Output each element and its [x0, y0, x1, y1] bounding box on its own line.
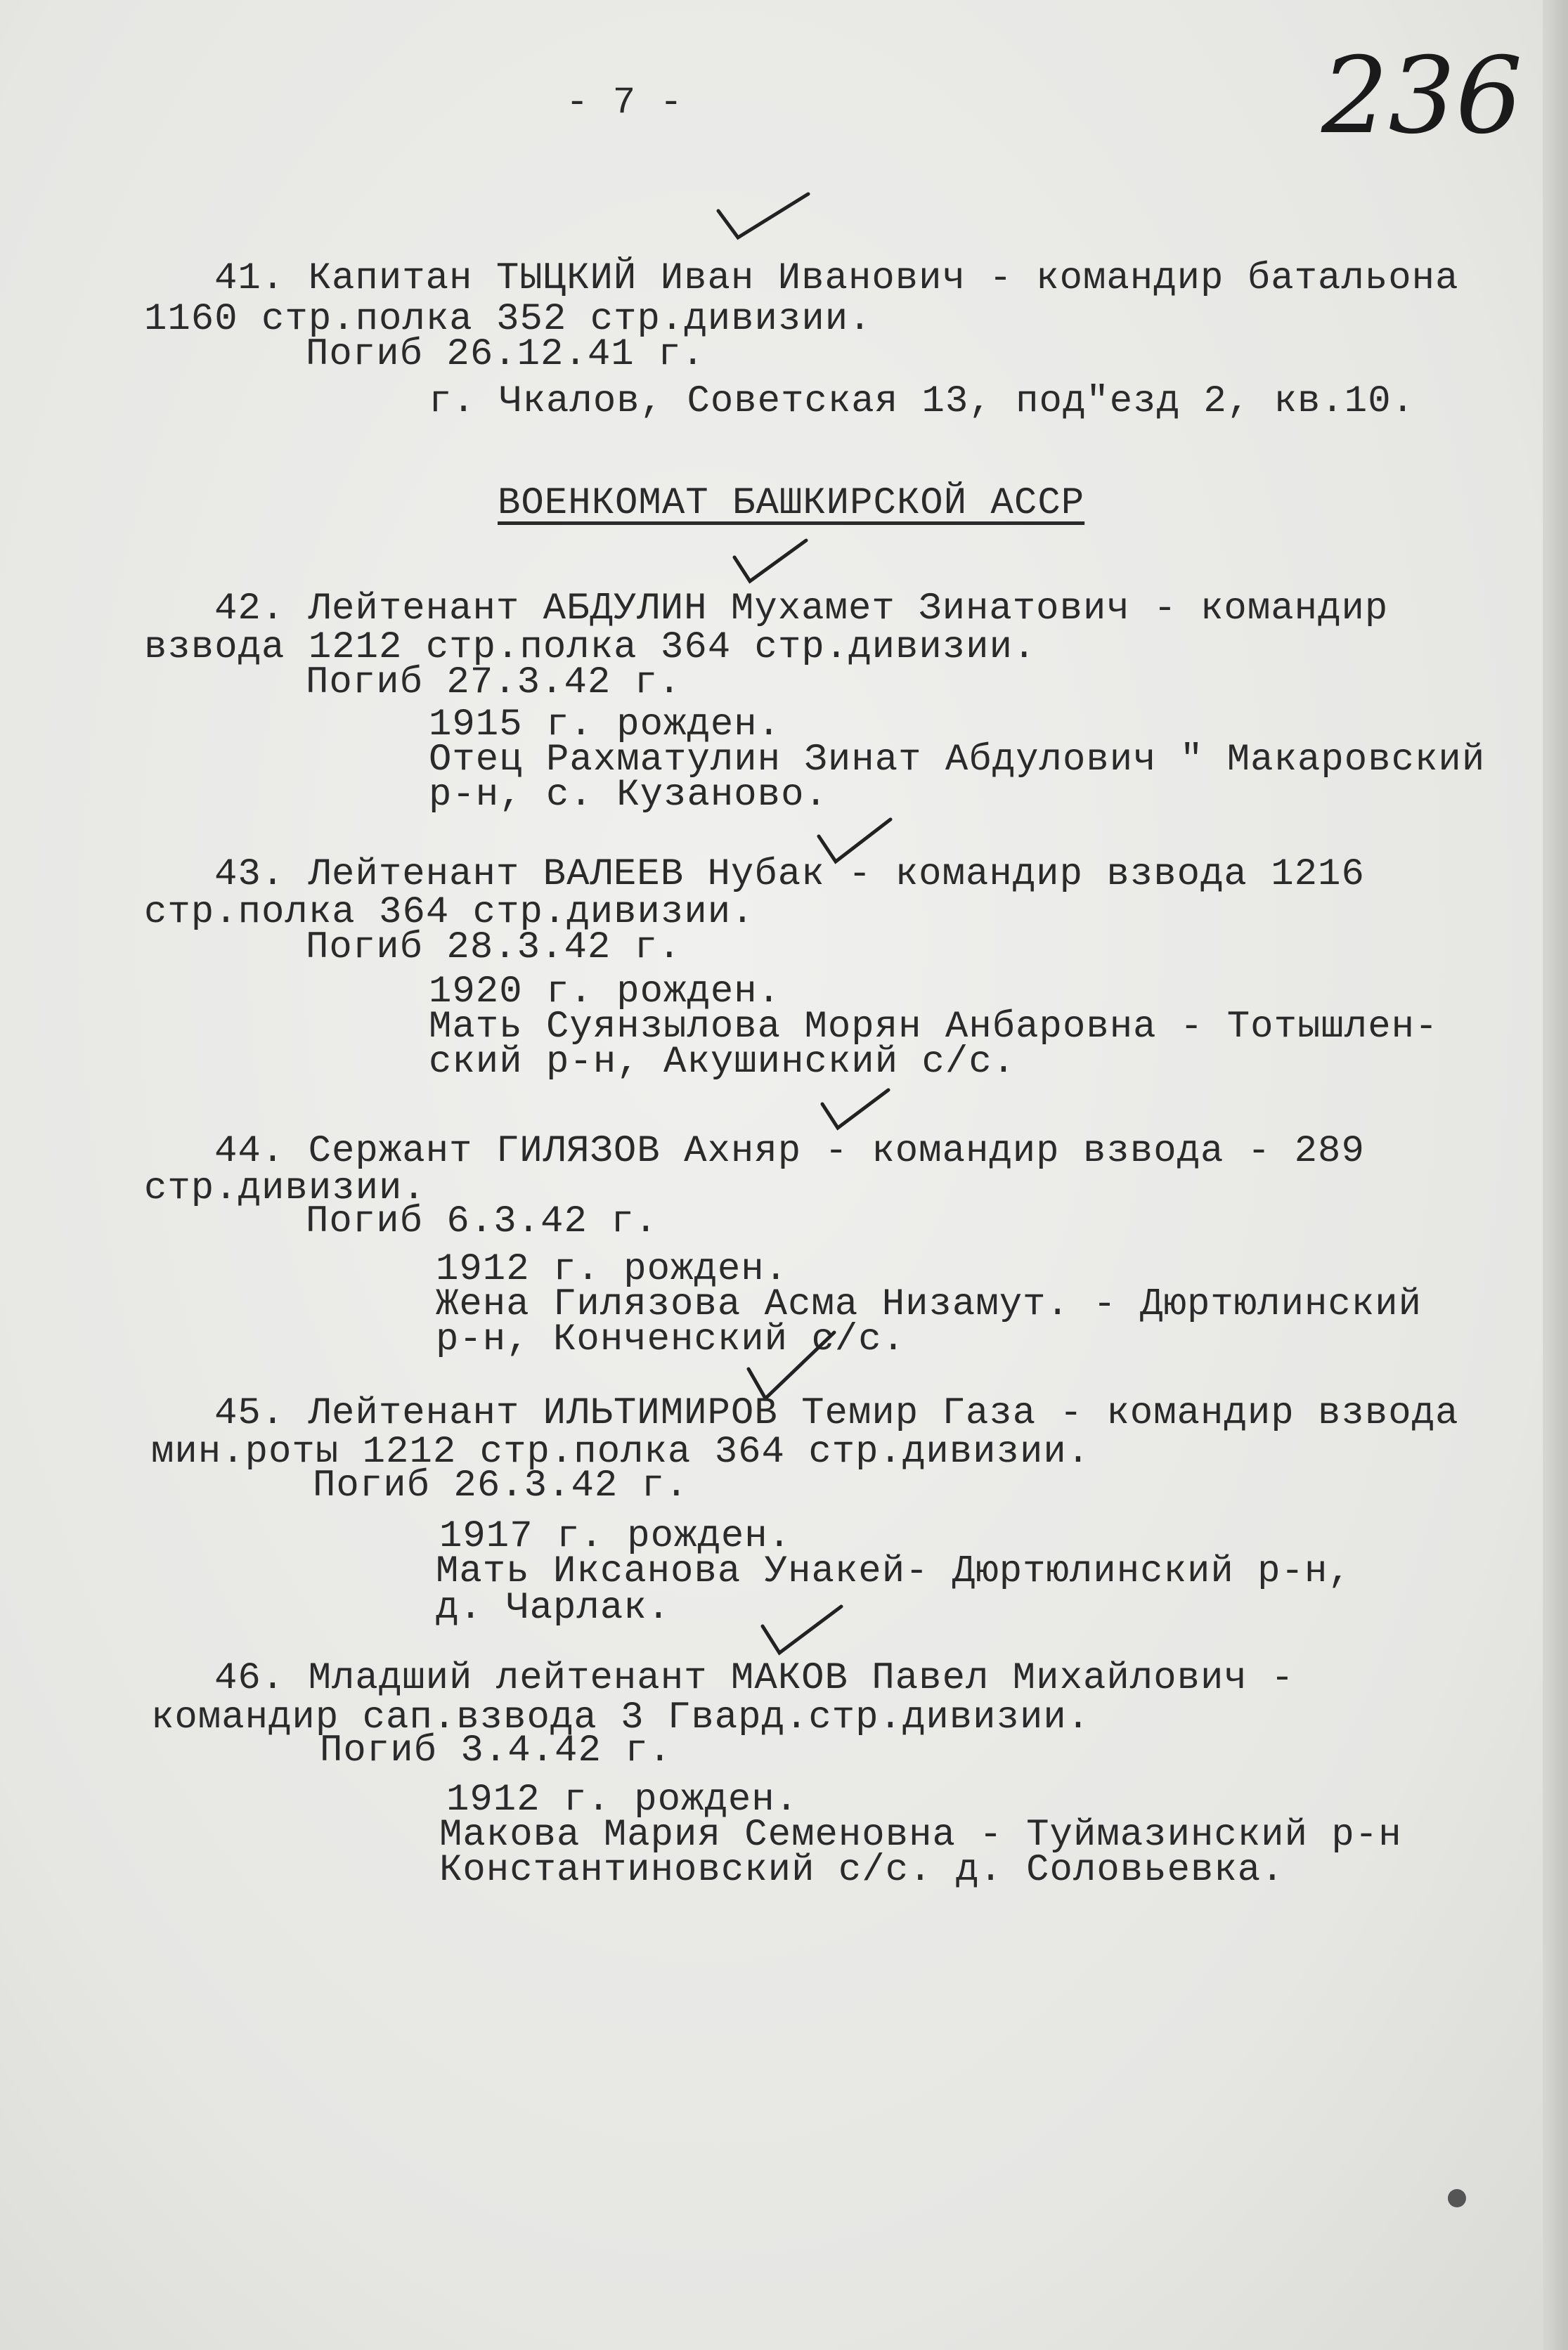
- entry-46-died: Погиб 3.4.42 г.: [320, 1729, 673, 1772]
- entry-43-born: 1920 г. рожден.: [429, 970, 782, 1013]
- entry-43-died: Погиб 28.3.42 г.: [306, 926, 682, 969]
- section-heading: ВОЕНКОМАТ БАШКИРСКОЙ АССР: [498, 482, 1085, 525]
- entry-44-line2: стр.дивизии.: [144, 1167, 426, 1210]
- check-mark-icon: [710, 190, 815, 246]
- entry-45-died: Погиб 26.3.42 г.: [313, 1465, 689, 1507]
- entry-45-place: д. Чарлак.: [436, 1587, 671, 1630]
- entry-44-died: Погиб 6.3.42 г.: [306, 1200, 659, 1243]
- entry-41-died: Погиб 26.12.41 г.: [306, 333, 705, 376]
- entry-41-address: г. Чкалов, Советская 13, под"езд 2, кв.10.: [429, 380, 1415, 423]
- punch-hole: [1448, 2189, 1466, 2207]
- entry-46-line1: 46. Младший лейтенант МАКОВ Павел Михайлович -: [214, 1657, 1295, 1700]
- check-mark-icon: [815, 1086, 893, 1135]
- entry-42-line1: 42. Лейтенант АБДУЛИН Мухамет Зинатович - командир: [214, 588, 1389, 630]
- entry-44-relative: Жена Гилязова Асма Низамут. - Дюртюлинский: [436, 1283, 1423, 1326]
- page-number: - 7 -: [566, 82, 684, 124]
- entry-41-line1: 41. Капитан ТЫЦКИЙ Иван Иванович - командир батальона: [214, 257, 1459, 300]
- entry-46-born: 1912 г. рожден.: [446, 1779, 799, 1822]
- entry-43-place: ский р-н, Акушинский с/с.: [429, 1041, 1016, 1084]
- page-edge: [1543, 0, 1568, 2350]
- entry-42-died: Погиб 27.3.42 г.: [306, 661, 682, 704]
- check-mark-icon: [727, 538, 812, 587]
- entry-42-place: р-н, с. Кузаново.: [429, 774, 828, 817]
- entry-42-relative: Отец Рахматулин Зинат Абдулович " Макаровский: [429, 739, 1486, 781]
- archive-number: 236: [1321, 35, 1523, 157]
- entry-42-born: 1915 г. рожден.: [429, 703, 782, 746]
- entry-41-line2: 1160 стр.полка 352 стр.дивизии.: [144, 298, 872, 341]
- entry-46-line2: командир сап.взвода 3 Гвард.стр.дивизии.: [151, 1696, 1091, 1739]
- entry-43-line1: 43. Лейтенант ВАЛЕЕВ Нубак - командир взвода 1216: [214, 853, 1365, 896]
- entry-43-relative: Мать Суянзылова Морян Анбаровна - Тотышлен-: [429, 1006, 1439, 1049]
- entry-45-line1: 45. Лейтенант ИЛЬТИМИРОВ Темир Газа - командир взвода: [214, 1392, 1459, 1435]
- entry-45-line2: мин.роты 1212 стр.полка 364 стр.дивизии.: [151, 1431, 1091, 1474]
- entry-45-relative: Мать Иксанова Унакей- Дюртюлинский р-н,: [436, 1550, 1352, 1593]
- entry-45-born: 1917 г. рожден.: [439, 1515, 792, 1558]
- check-mark-icon: [756, 1602, 847, 1658]
- entry-43-line2: стр.полка 364 стр.дивизии.: [144, 891, 755, 934]
- entry-46-relative: Макова Мария Семеновна - Туймазинский р-н: [439, 1814, 1402, 1857]
- entry-44-place: р-н, Конченский с/с.: [436, 1318, 906, 1361]
- entry-42-line2: взвода 1212 стр.полка 364 стр.дивизии.: [144, 626, 1037, 669]
- entry-44-line1: 44. Сержант ГИЛЯЗОВ Ахняр - командир взвода - 289: [214, 1130, 1365, 1173]
- entry-44-born: 1912 г. рожден.: [436, 1248, 789, 1291]
- entry-46-place: Константиновский с/с. д. Соловьевка.: [439, 1849, 1285, 1892]
